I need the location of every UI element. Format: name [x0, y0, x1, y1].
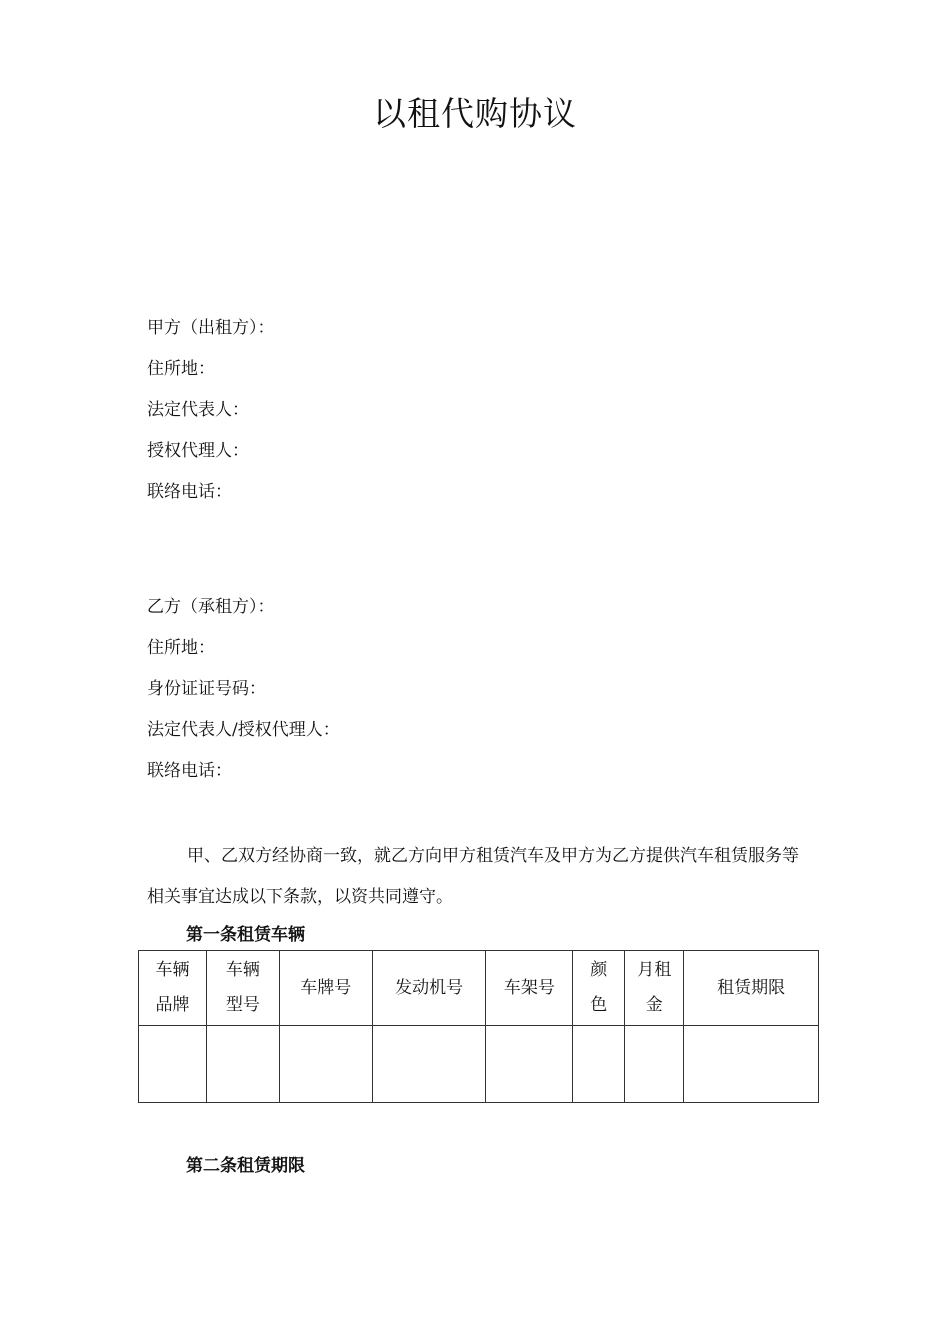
party-a-name-field: 甲方（出租方）：	[147, 318, 275, 338]
vehicle-table	[138, 950, 819, 1103]
article-1-heading: 第一条租赁车辆	[186, 925, 305, 945]
table-row	[139, 1026, 819, 1103]
party-a-phone-field: 联络电话：	[147, 482, 232, 502]
column-header-brand	[139, 951, 207, 1026]
table-cell	[684, 1026, 819, 1103]
party-b-info	[147, 595, 340, 800]
party-a-address-field: 住所地：	[147, 359, 215, 379]
party-b-address-field: 住所地：	[147, 638, 215, 658]
column-header-label: 租赁期限	[717, 977, 786, 998]
table-header-row	[139, 951, 819, 1026]
column-header-label: 车辆品牌	[155, 960, 190, 1015]
party-a-authorized-agent-field: 授权代理人：	[147, 441, 249, 461]
preamble-paragraph: 甲、乙双方经协商一致，就乙方向甲方租赁汽车及甲方为乙方提供汽车租赁服务等相关事宜达成以下条款，以资共同遵守。	[147, 846, 799, 907]
party-b-phone-field: 联络电话：	[147, 761, 232, 781]
party-a-legal-rep-field: 法定代表人：	[147, 400, 249, 420]
table-cell	[486, 1026, 573, 1103]
column-header-lease-term	[684, 951, 819, 1026]
table-cell	[573, 1026, 625, 1103]
column-header-label: 发动机号	[395, 977, 464, 998]
party-b-id-number-field: 身份证证号码：	[147, 679, 266, 699]
table-cell	[279, 1026, 372, 1103]
table-cell	[625, 1026, 684, 1103]
column-header-label: 颜色	[590, 960, 608, 1015]
page-title: 以租代购协议	[373, 94, 577, 133]
column-header-color	[573, 951, 625, 1026]
party-b-name-field: 乙方（承租方）：	[147, 597, 275, 617]
party-a-info	[147, 316, 275, 521]
column-header-plate	[279, 951, 372, 1026]
table-cell	[372, 1026, 486, 1103]
column-header-label: 车牌号	[300, 977, 352, 998]
article-2-heading: 第二条租赁期限	[186, 1156, 305, 1176]
column-header-vin	[486, 951, 573, 1026]
column-header-label: 车架号	[503, 977, 555, 998]
column-header-model	[206, 951, 279, 1026]
column-header-monthly-rent	[625, 951, 684, 1026]
column-header-label: 月租金	[637, 960, 672, 1015]
party-b-rep-agent-field: 法定代表人/授权代理人：	[147, 720, 340, 740]
table-cell	[206, 1026, 279, 1103]
column-header-label: 车辆型号	[225, 960, 260, 1015]
table-cell	[139, 1026, 207, 1103]
column-header-engine-number	[372, 951, 486, 1026]
